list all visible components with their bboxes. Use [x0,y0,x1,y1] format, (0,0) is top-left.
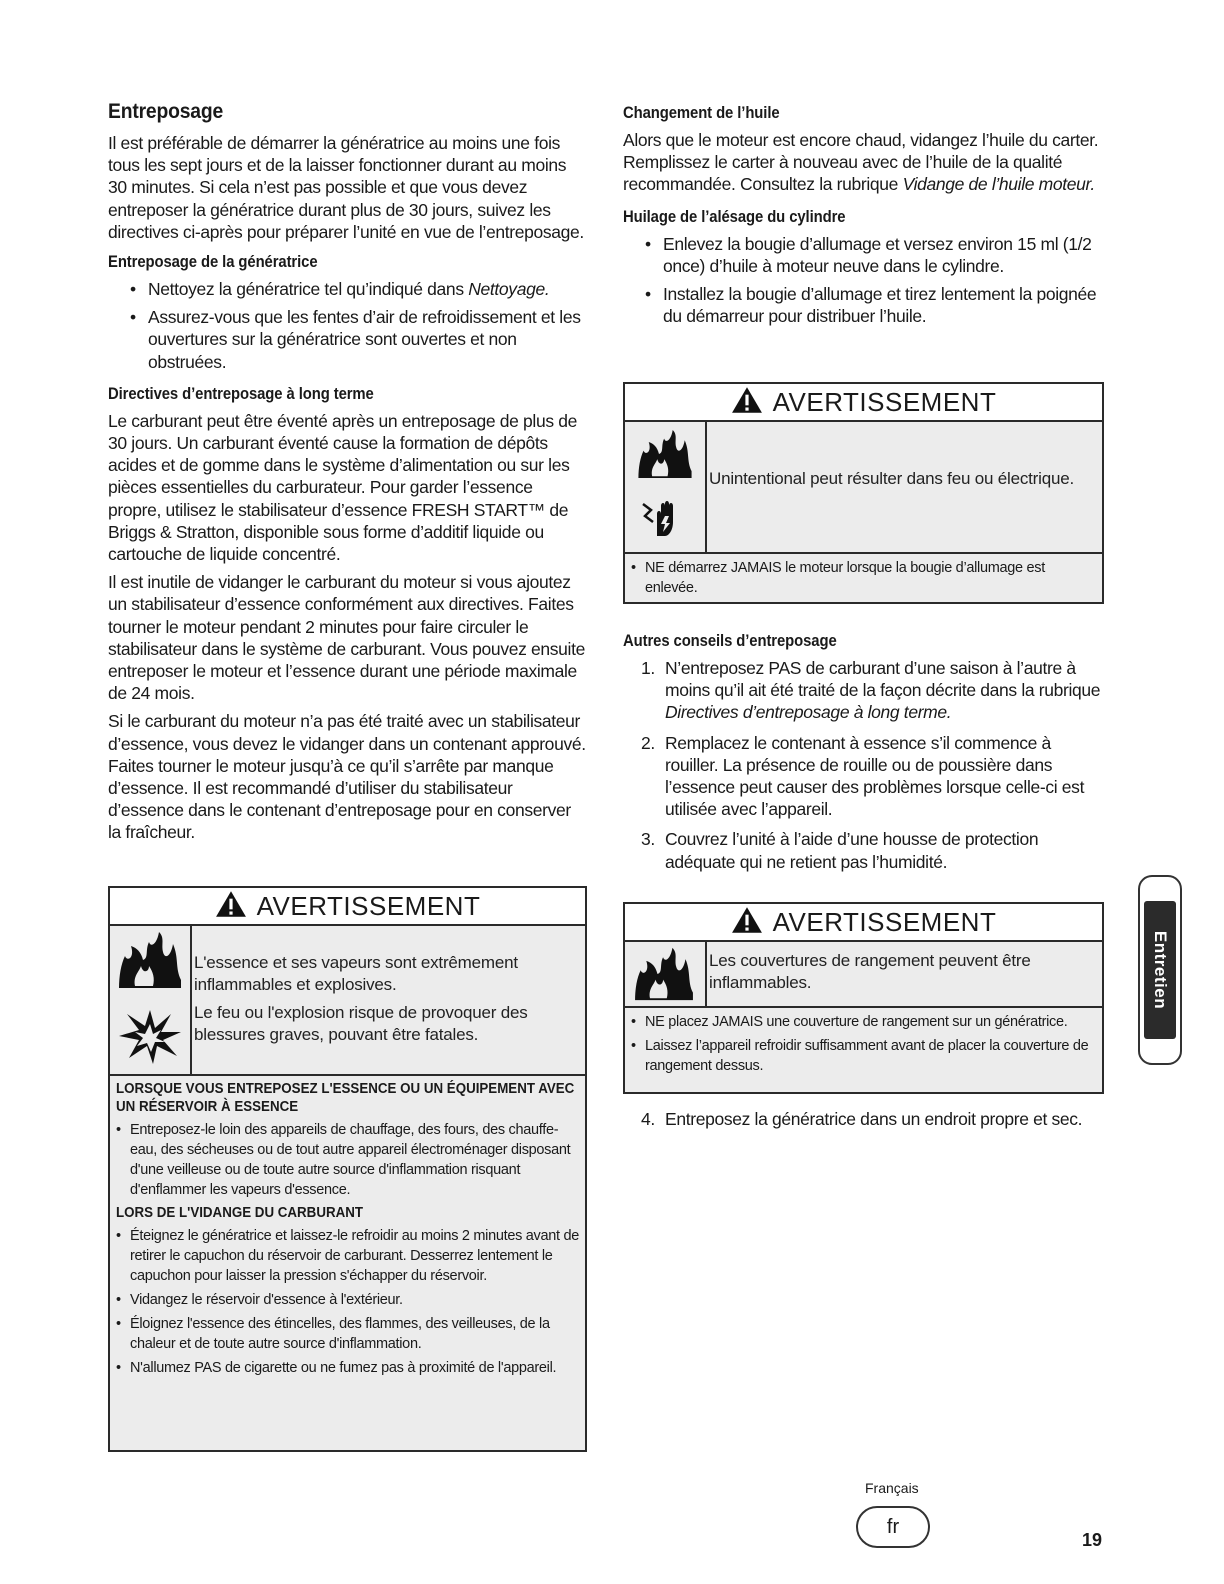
warning-icons [110,926,192,1074]
warning-text-1: L'essence et ses vapeurs sont extrêmement inflammables et explosives. [194,953,518,994]
list-item: • Assurez-vous que les fentes d’air de refroidissement et les ouvertures sur la génératrice sont ouvertes et non obstruées. [130,306,586,373]
gen-storage-list [108,278,586,373]
list-item: 2. Remplacez le contenant à essence s’il commence à rouiller. La présence de rouille ou de poussière dans l’essence peut causer des problèmes lorsque celle-ci est utilisée avec l’appareil. [641,732,1085,820]
section-side-tab [1138,875,1182,1065]
warning-triangle-icon [731,906,763,934]
list-item: • Nettoyez la génératrice tel qu’indiqué dans Nettoyage. [130,278,586,300]
left-column [108,100,586,850]
fuel-warning-box [108,886,587,1452]
warning-text: Unintentional peut résulter dans feu ou électrique. [709,469,1074,488]
list-item: 4. Entreposez la génératrice dans un endroit propre et sec. [641,1109,1083,1129]
side-tab-label: Entretien [1151,930,1170,1010]
footer-language-code: fr [856,1506,930,1548]
warning-subheading-1: LORSQUE VOUS ENTREPOSEZ L'ESSENCE OU UN ÉQUIPEMENT AVEC UN RÉSERVOIR À ESSENCE [116,1081,575,1115]
warning-triangle-icon [215,890,247,918]
right-column [623,104,1105,339]
fire-icon [635,428,695,480]
section-title-storage: Entreposage [108,100,223,123]
long-term-title: Directives d’entreposage à long terme [108,384,374,403]
warning-triangle-icon [731,386,763,414]
warning-subheading-2: LORS DE L'VIDANGE DU CARBURANT [116,1205,364,1221]
warning-header: AVERTISSEMENT [625,384,1102,422]
warning-text-2: Le feu ou l'explosion risque de provoquer des blessures graves, pouvant être fatales. [194,1003,528,1044]
warning-item: • Vidangez le réservoir d'essence à l'extérieur. [116,1290,579,1310]
warning-item: • NE placez JAMAIS une couverture de rangement sur un génératrice. [631,1012,1096,1032]
warning-header: AVERTISSEMENT [625,904,1102,942]
storage-tips [623,632,1105,881]
gen-storage-title: Entreposage de la génératrice [108,253,318,272]
list-item: • Installez la bougie d’allumage et tirez lentement la poignée du démarreur pour distribuer l’huile. [645,283,1105,327]
warning-list [625,1006,1102,1092]
spark-plug-warning-box [623,382,1104,604]
tip-4 [623,1108,1113,1138]
explosion-icon [115,1006,185,1066]
oil-change-title: Changement de l’huile [623,104,780,122]
storage-intro: Il est préférable de démarrer la génératrice au moins une fois tous les sept jours et de la laisser fonctionner durant au moins 30 minutes. Si cela n’est pas possible et que vous devez entreposer la génératrice durant plus de 30 jours, suivez les directives ci-après pour préparer l’unité en vue de l’entreposage. [108,133,584,242]
list-item: 1. N’entreposez PAS de carburant d’une saison à l’autre à moins qu’il ait été traité de la façon décrite dans la rubrique Directives d’entreposage à long terme. [641,658,1101,723]
list-item: • Enlevez la bougie d’allumage et versez environ 15 ml (1/2 once) d’huile à moteur neuve dans le cylindre. [645,233,1105,277]
warning-text: Les couvertures de rangement peuvent être inflammables. [709,951,1031,992]
warning-item: • NE démarrez JAMAIS le moteur lorsque la bougie d’allumage est enlevée. [631,558,1096,598]
cylinder-list [623,233,1105,328]
warning-item: • Éloignez l'essence des étincelles, des flammes, des veilleuses, de la chaleur et de toute autre source d'inflammation. [116,1314,579,1354]
fire-icon [631,946,697,1002]
cylinder-title: Huilage de l’alésage du cylindre [623,207,846,226]
page-number: 19 [1082,1530,1103,1550]
list-item: 3. Couvrez l’unité à l’aide d’une housse de protection adéquate qui ne retient pas l’humidité. [641,829,1039,872]
warning-item: • Éteignez le génératrice et laissez-le refroidir au moins 2 minutes avant de retirer le capuchon du réservoir de carburant. Desserrez lentement le capuchon pour laisser la pression s'échapper du réservoir. [116,1226,579,1286]
warning-list [625,552,1102,602]
warning-icons [625,942,707,1006]
warning-header: AVERTISSEMENT [110,888,585,926]
warning-item: • Laissez l’appareil refroidir suffisamment avant de placer la couverture de rangement dessus. [631,1036,1096,1076]
fire-icon [115,930,185,990]
warning-item: • N'allumez PAS de cigarette ou ne fumez pas à proximité de l'appareil. [116,1358,579,1378]
long-term-paragraph-3: Si le carburant du moteur n’a pas été traité avec un stabilisateur d’essence, vous devez le vidanger dans un contenant approuvé. Faites tourner le moteur jusqu’à ce qu’il s’arrête par manque d’essence. Il est recommandé d’utiliser du stabilisateur d’essence dans le contenant d’entreposage pour en conserver la fraîcheur. [108,711,586,843]
long-term-paragraph-1: Le carburant peut être éventé après un entreposage de plus de 30 jours. Un carburant éventé cause la formation de dépôts acides et de gomme dans le système d’alimentation ou sur les pièces essentielles du carburateur. Pour garder l’essence propre, utilisez le stabilisateur d’essence FRESH START™ de Briggs & Stratton, disponible sous forme d’additif liquide ou cartouche de liquide concentré. [108,410,578,565]
cover-warning-box [623,902,1104,1094]
warning-list [110,1074,585,1450]
electric-shock-icon [639,490,689,540]
footer-language: Français [865,1480,919,1496]
warning-icons [625,422,707,552]
warning-item: • Entreposez-le loin des appareils de chauffage, des fours, des chauffe-eau, des sécheuses ou de tout autre appareil électroménager disposant d'une veilleuse ou de toute autre source d'inflammation risquant d'enflammer les vapeurs d'essence. [116,1120,579,1200]
tips-title: Autres conseils d’entreposage [623,632,837,650]
long-term-paragraph-2: Il est inutile de vidanger le carburant du moteur si vous ajoutez un stabilisateur d’essence conformément aux directives. Faites tourner le moteur pendant 2 minutes pour faire circuler le stabilisateur dans le système de carburant. Vous pouvez ensuite entreposer le moteur et l’essence durant une période maximale de 24 mois. [108,572,585,704]
oil-change-text: Alors que le moteur est encore chaud, vidangez l’huile du carter. Remplissez le carter à nouveau avec de l’huile de la qualité recommandée. Consultez la rubrique Vidange de l’huile moteur. [623,130,1099,195]
tips-list [623,657,1105,873]
